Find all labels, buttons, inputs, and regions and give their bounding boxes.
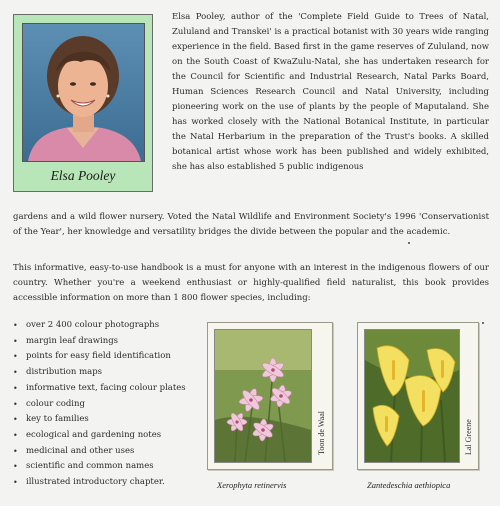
list-item: • points for easy field identification [13, 349, 198, 365]
scan-speck [482, 322, 484, 324]
flower-plate-zantedeschia [357, 322, 479, 470]
author-bio-continued: gardens and a wild flower nursery. Voted the Natal Wildlife and Environment Society's 1996 'Conservationist of the Year', her knowledge and versatility bridges the divide between the popular and the academic. [13, 212, 489, 237]
list-item: • informative text, facing colour plates [13, 381, 198, 397]
author-photo [22, 23, 145, 162]
author-portrait-frame [13, 14, 153, 192]
list-item: • scientific and common names [13, 459, 198, 475]
bullet-icon: • [13, 352, 18, 362]
bullet-icon: • [13, 321, 18, 330]
list-item: • distribution maps [13, 365, 198, 381]
scan-speck [408, 242, 410, 244]
bullet-icon: • [13, 446, 18, 456]
yellow-arum-lily-photo-icon [364, 329, 460, 463]
author-bio: Elsa Pooley, author of the 'Complete Field Guide to Trees of Natal, Zululand and Transkei' is a practical botanist with 30 years wide ranging experience in the field. Based first in the game reserves of Zululand, now on the South Coast of KwaZulu-Natal, she has undertaken research for the Council for Scientific and Industrial Research, Natal Parks Board, Human Sciences Research Council and Natal University, including pioneering work on the use of plants by the people of Maputaland. She has worked closely with the National Botanical Institute, in particular the Natal Herbarium in the preparation of the Trust's books. A skilled botanical artist whose work has been published and widely exhibited, she has also established 5 public indigenous [172, 12, 489, 172]
plate-caption: Zantedeschia aethiopica [367, 480, 451, 490]
bullet-icon: • [13, 368, 18, 378]
bullet-icon: • [13, 478, 18, 488]
pink-lily-photo-icon [214, 329, 312, 463]
list-item: • over 2 400 colour photographs [13, 318, 198, 334]
flower-plate-xerophyta [207, 322, 333, 470]
bullet-icon: • [13, 399, 18, 409]
feature-list [13, 318, 198, 491]
list-item: • colour coding [13, 397, 198, 413]
bullet-icon: • [13, 430, 18, 440]
bullet-icon: • [13, 462, 18, 472]
book-intro: This informative, easy-to-use handbook is a must for anyone with an interest in the indigenous flowers of our country. Whether you're a weekend enthusiast or highly-qualified field naturalist, this book provides accessible information on more than 1 800 flower species, including: [13, 263, 489, 303]
photo-credit: Lal Greene [464, 419, 473, 455]
bullet-icon: • [13, 336, 18, 346]
author-name-caption: Elsa Pooley [50, 168, 116, 183]
list-item: • medicinal and other uses [13, 444, 198, 460]
list-item: • margin leaf drawings [13, 334, 198, 350]
list-item: • key to families [13, 412, 198, 428]
list-item: • ecological and gardening notes [13, 428, 198, 444]
photo-credit: Toon de Waal [317, 411, 326, 455]
bullet-icon: • [13, 383, 18, 393]
plate-caption: Xerophyta retinervis [217, 480, 287, 490]
bullet-icon: • [13, 415, 18, 425]
list-item: • illustrated introductory chapter. [13, 475, 198, 491]
